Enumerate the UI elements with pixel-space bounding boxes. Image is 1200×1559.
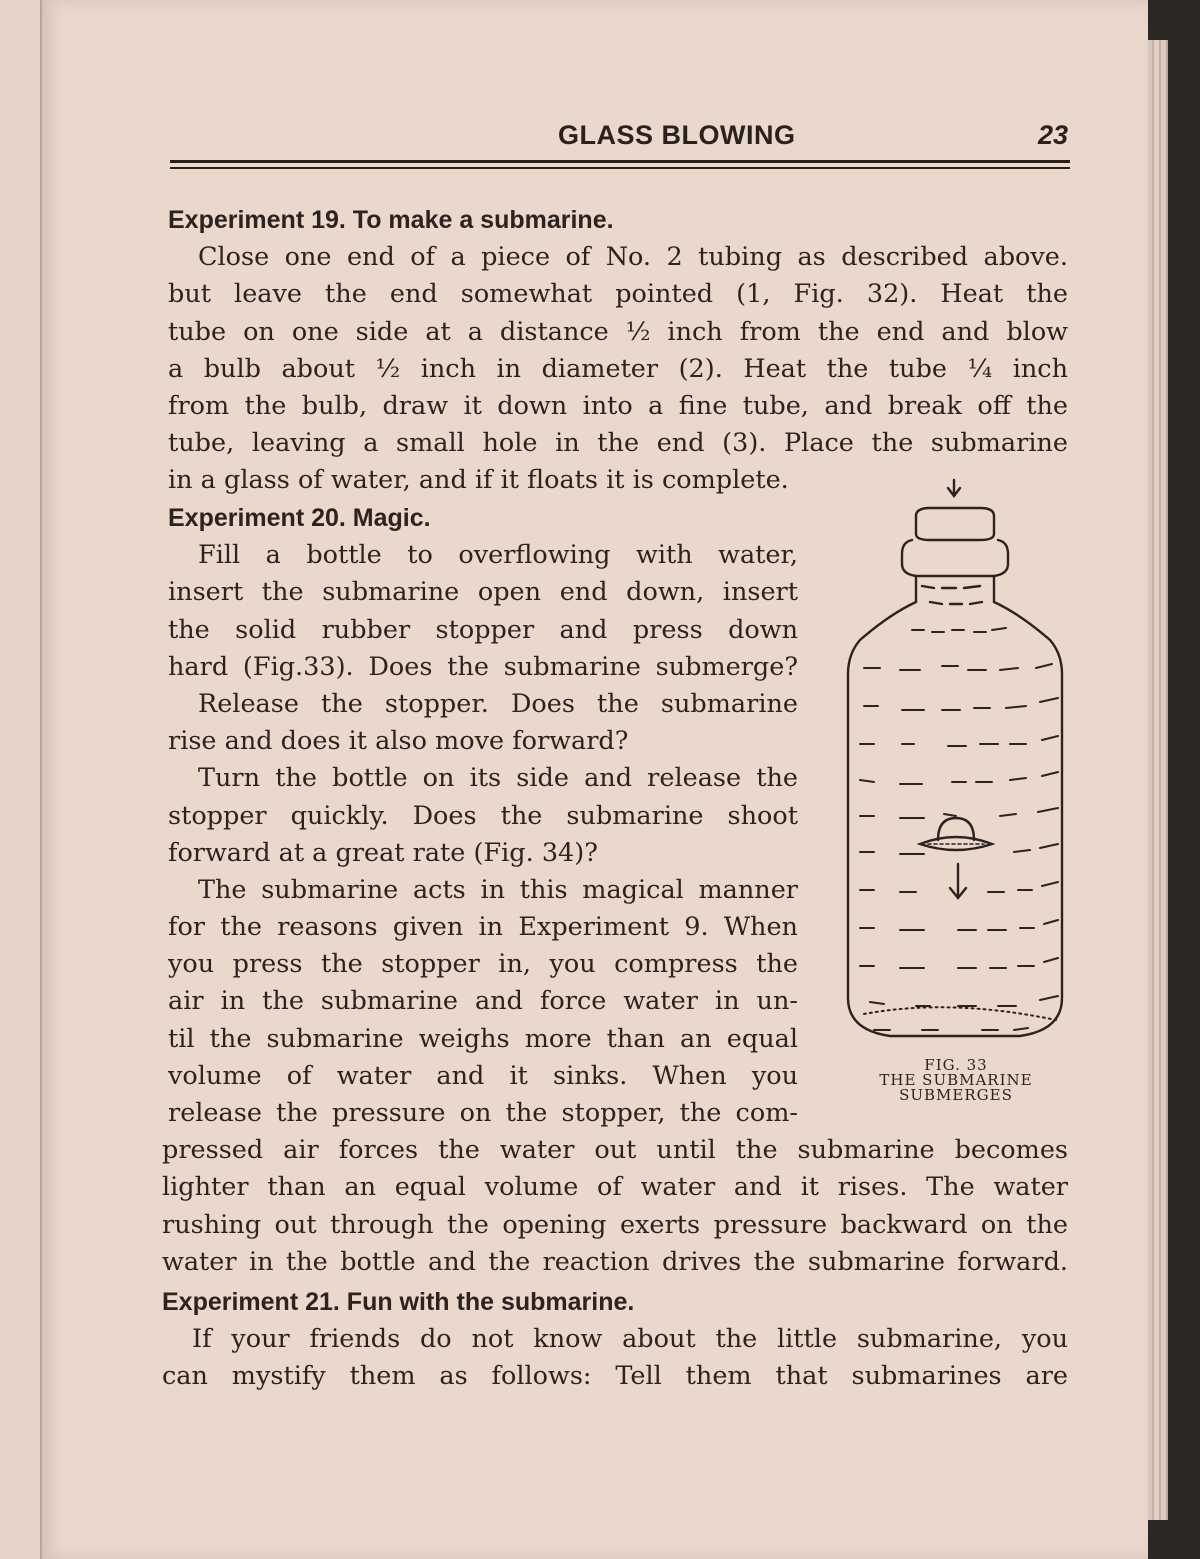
- text-line: but leave the end somewhat pointed (1, Fig. 32). Heat the: [168, 279, 1068, 310]
- text-line: forward at a great rate (Fig. 34)?: [168, 837, 598, 868]
- text-line: in a glass of water, and if it floats it is complete.: [168, 465, 789, 496]
- text-line: you press the stopper in, you compress the: [168, 949, 798, 980]
- submarine-icon: [920, 818, 992, 850]
- figure-caption: [836, 1058, 1076, 1103]
- text-line: release the pressure on the stopper, the com-: [168, 1098, 798, 1128]
- text-line: Release the stopper. Does the submarine: [198, 688, 798, 719]
- text-line: tube, leaving a small hole in the end (3). Place the submarine: [168, 428, 1068, 459]
- experiment-21: [162, 1284, 1068, 1396]
- text-line: the solid rubber stopper and press down: [168, 614, 798, 645]
- experiment-21-heading: Experiment 21. Fun with the submarine.: [162, 1288, 635, 1316]
- text-line: pressed air forces the water out until the submarine becomes: [162, 1135, 1068, 1166]
- text-line: Close one end of a piece of No. 2 tubing as described above.: [198, 242, 1068, 273]
- page-title: GLASS BLOWING: [558, 120, 796, 150]
- header-rule: [170, 160, 1070, 169]
- stopper-icon: [916, 508, 994, 540]
- left-page-edge: [0, 0, 42, 1559]
- text-line: hard (Fig.33). Does the submarine submerge?: [168, 651, 798, 682]
- text-line: til the submarine weighs more than an equal: [168, 1023, 798, 1054]
- text-line: lighter than an equal volume of water and it rises. The water: [162, 1172, 1068, 1203]
- text-line: water in the bottle and the reaction drives the submarine forward.: [162, 1246, 1068, 1277]
- text-line: stopper quickly. Does the submarine shoot: [168, 800, 798, 831]
- text-line: air in the submarine and force water in un-: [168, 986, 798, 1017]
- text-line: tube on one side at a distance ½ inch from the end and blow: [168, 316, 1068, 347]
- text-line: volume of water and it sinks. When you: [168, 1060, 798, 1091]
- caption-figure-number: FIG. 33: [924, 1056, 988, 1074]
- text-line: for the reasons given in Experiment 9. When: [168, 912, 798, 943]
- running-head: [130, 120, 1070, 160]
- page-number: 23: [1037, 120, 1068, 150]
- caption-title-line2: SUBMERGES: [899, 1086, 1013, 1104]
- text-line: insert the submarine open end down, insert: [168, 577, 798, 608]
- text-line: a bulb about ½ inch in diameter (2). Heat the tube ¼ inch: [168, 353, 1068, 384]
- text-line: Turn the bottle on its side and release the: [198, 763, 798, 794]
- experiment-19-heading: Experiment 19. To make a submarine.: [168, 206, 614, 234]
- sink-arrow-icon: [950, 864, 966, 898]
- text-line: rise and does it also move forward?: [168, 726, 629, 757]
- text-line: from the bulb, draw it down into a fine tube, and break off the: [168, 390, 1068, 421]
- text-line: rushing out through the opening exerts pressure backward on the: [162, 1209, 1068, 1240]
- experiment-20-heading: Experiment 20. Magic.: [168, 504, 431, 532]
- text-line: The submarine acts in this magical manner: [198, 874, 798, 905]
- text-line: If your friends do not know about the little submarine, you: [192, 1324, 1068, 1355]
- caption-title-line1: THE SUBMARINE: [879, 1071, 1033, 1089]
- page-stack-edge: [1148, 40, 1172, 1520]
- text-line: Fill a bottle to overflowing with water,: [198, 540, 798, 571]
- experiment-19: [168, 202, 1068, 500]
- down-arrow-icon: [948, 480, 960, 496]
- figure-bottle-illustration: [830, 478, 1080, 1048]
- text-line: can mystify them as follows: Tell them that submarines are: [162, 1361, 1068, 1392]
